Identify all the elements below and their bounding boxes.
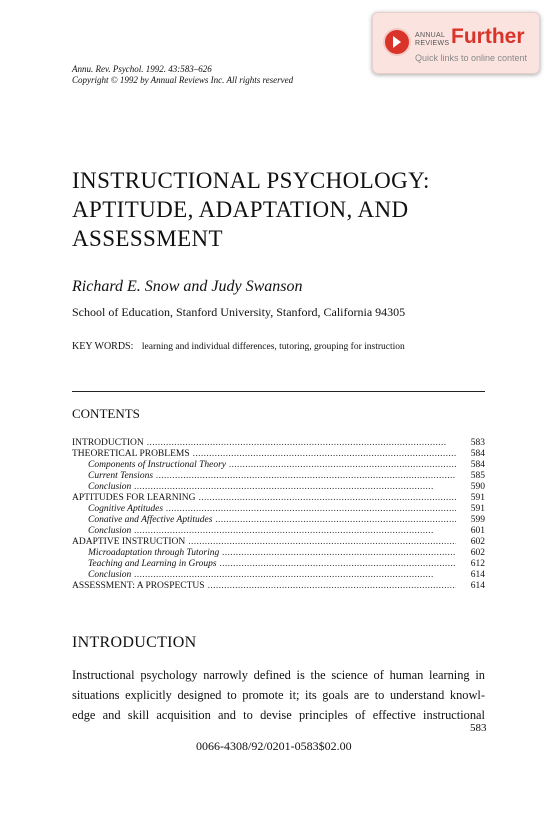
- toc-entry-label: THEORETICAL PROBLEMS: [72, 449, 190, 459]
- author-affiliation: School of Education, Stanford University, Stanford, California 94305: [72, 305, 406, 319]
- keywords-block: [72, 341, 405, 352]
- toc-entry-label: ASSESSMENT: A PROSPECTUS: [72, 581, 205, 591]
- article-authors: Richard E. Snow and Judy Swanson: [72, 278, 303, 295]
- toc-entry-page: 602: [470, 548, 485, 558]
- toc-leader-dots: [166, 504, 456, 515]
- toc-entry-page: 599: [470, 515, 485, 525]
- journal-citation-block: [72, 64, 293, 86]
- toc-subentry[interactable]: [72, 515, 485, 526]
- toc-leader-dots: [229, 460, 456, 471]
- toc-entry[interactable]: [72, 449, 485, 460]
- toc-entry-label: Conclusion: [88, 570, 132, 580]
- toc-entry-label: Conclusion: [88, 482, 132, 492]
- toc-entry-label: Components of Instructional Theory: [88, 460, 227, 470]
- toc-entry-page: 601: [470, 526, 485, 536]
- toc-entry-page: 602: [470, 537, 485, 547]
- toc-leader-dots: [199, 493, 457, 504]
- article-title: [72, 166, 430, 253]
- body-line: situations explicitly designed to promote it; its goals are to understand knowl-: [72, 688, 485, 702]
- toc-subentry[interactable]: [72, 482, 485, 493]
- toc-entry-page: 583: [470, 438, 485, 448]
- body-line: Instructional psychology narrowly defined is the science of human learning in: [72, 668, 485, 682]
- toc-entry-label: Conative and Affective Aptitudes: [88, 515, 213, 525]
- toc-entry-page: 612: [470, 559, 485, 569]
- toc-subentry[interactable]: [72, 460, 485, 471]
- body-paragraph: [72, 665, 485, 725]
- badge-further-label: Further: [451, 25, 525, 48]
- annual-reviews-logo-icon: [383, 28, 411, 56]
- toc-entry[interactable]: [72, 493, 485, 504]
- badge-annual-label: ANNUAL: [415, 32, 446, 39]
- toc-leader-dots: [208, 581, 456, 592]
- toc-subentry[interactable]: [72, 559, 485, 570]
- badge-quick-links-text: Quick links to online content: [415, 53, 528, 63]
- toc-leader-dots: [222, 548, 456, 559]
- annual-reviews-further-badge[interactable]: [372, 12, 540, 74]
- toc-subentry[interactable]: [72, 504, 485, 515]
- toc-leader-dots: [134, 526, 456, 537]
- title-line: ASSESSMENT: [72, 226, 223, 251]
- toc-entry-label: APTITUDES FOR LEARNING: [72, 493, 196, 503]
- toc-entry-page: 591: [470, 504, 485, 514]
- toc-leader-dots: [134, 482, 456, 493]
- keywords-label: KEY WORDS:: [72, 341, 134, 352]
- journal-copyright: Copyright © 1992 by Annual Reviews Inc. All rights reserved: [72, 75, 294, 85]
- toc-entry-page: 584: [470, 449, 485, 459]
- toc-entry-label: Cognitive Aptitudes: [88, 504, 164, 514]
- toc-entry-page: 585: [470, 471, 485, 481]
- toc-entry-label: Conclusion: [88, 526, 132, 536]
- table-of-contents: [72, 438, 485, 592]
- keywords-text: learning and individual differences, tutoring, grouping for instruction: [141, 342, 405, 352]
- toc-entry-label: Current Tensions: [88, 471, 154, 481]
- toc-entry-page: 591: [470, 493, 485, 503]
- toc-entry[interactable]: [72, 537, 485, 548]
- toc-entry[interactable]: [72, 438, 485, 449]
- toc-leader-dots: [134, 570, 456, 581]
- toc-leader-dots: [156, 471, 456, 482]
- toc-entry-page: 614: [470, 570, 485, 580]
- toc-leader-dots: [220, 559, 456, 570]
- toc-leader-dots: [215, 515, 456, 526]
- body-line: edge and skill acquisition and to devise principles of effective instructional: [72, 708, 485, 722]
- contents-heading: CONTENTS: [72, 406, 140, 421]
- toc-leader-dots: [188, 537, 456, 548]
- toc-entry-label: ADAPTIVE INSTRUCTION: [72, 537, 186, 547]
- section-divider: [72, 391, 485, 392]
- badge-reviews-label: REVIEWS: [415, 40, 450, 47]
- toc-entry-label: Teaching and Learning in Groups: [88, 559, 217, 569]
- toc-entry-label: Microadaptation through Tutoring: [88, 548, 220, 558]
- toc-subentry[interactable]: [72, 526, 485, 537]
- toc-subentry[interactable]: [72, 471, 485, 482]
- toc-entry-page: 614: [470, 581, 485, 591]
- toc-entry-page: 590: [470, 482, 485, 492]
- journal-citation: Annu. Rev. Psychol. 1992. 43:583–626: [72, 64, 212, 74]
- toc-subentry[interactable]: [72, 570, 485, 581]
- section-heading: INTRODUCTION: [72, 634, 197, 651]
- toc-leader-dots: [193, 449, 456, 460]
- title-line: APTITUDE, ADAPTATION, AND: [72, 197, 409, 222]
- page-number: 583: [470, 722, 487, 734]
- toc-subentry[interactable]: [72, 548, 485, 559]
- issn-code: 0066-4308/92/0201-0583$02.00: [196, 739, 352, 753]
- toc-entry[interactable]: [72, 581, 485, 592]
- toc-leader-dots: [147, 438, 456, 449]
- toc-entry-page: 584: [470, 460, 485, 470]
- title-line: INSTRUCTIONAL PSYCHOLOGY:: [72, 168, 430, 193]
- toc-entry-label: INTRODUCTION: [72, 438, 144, 448]
